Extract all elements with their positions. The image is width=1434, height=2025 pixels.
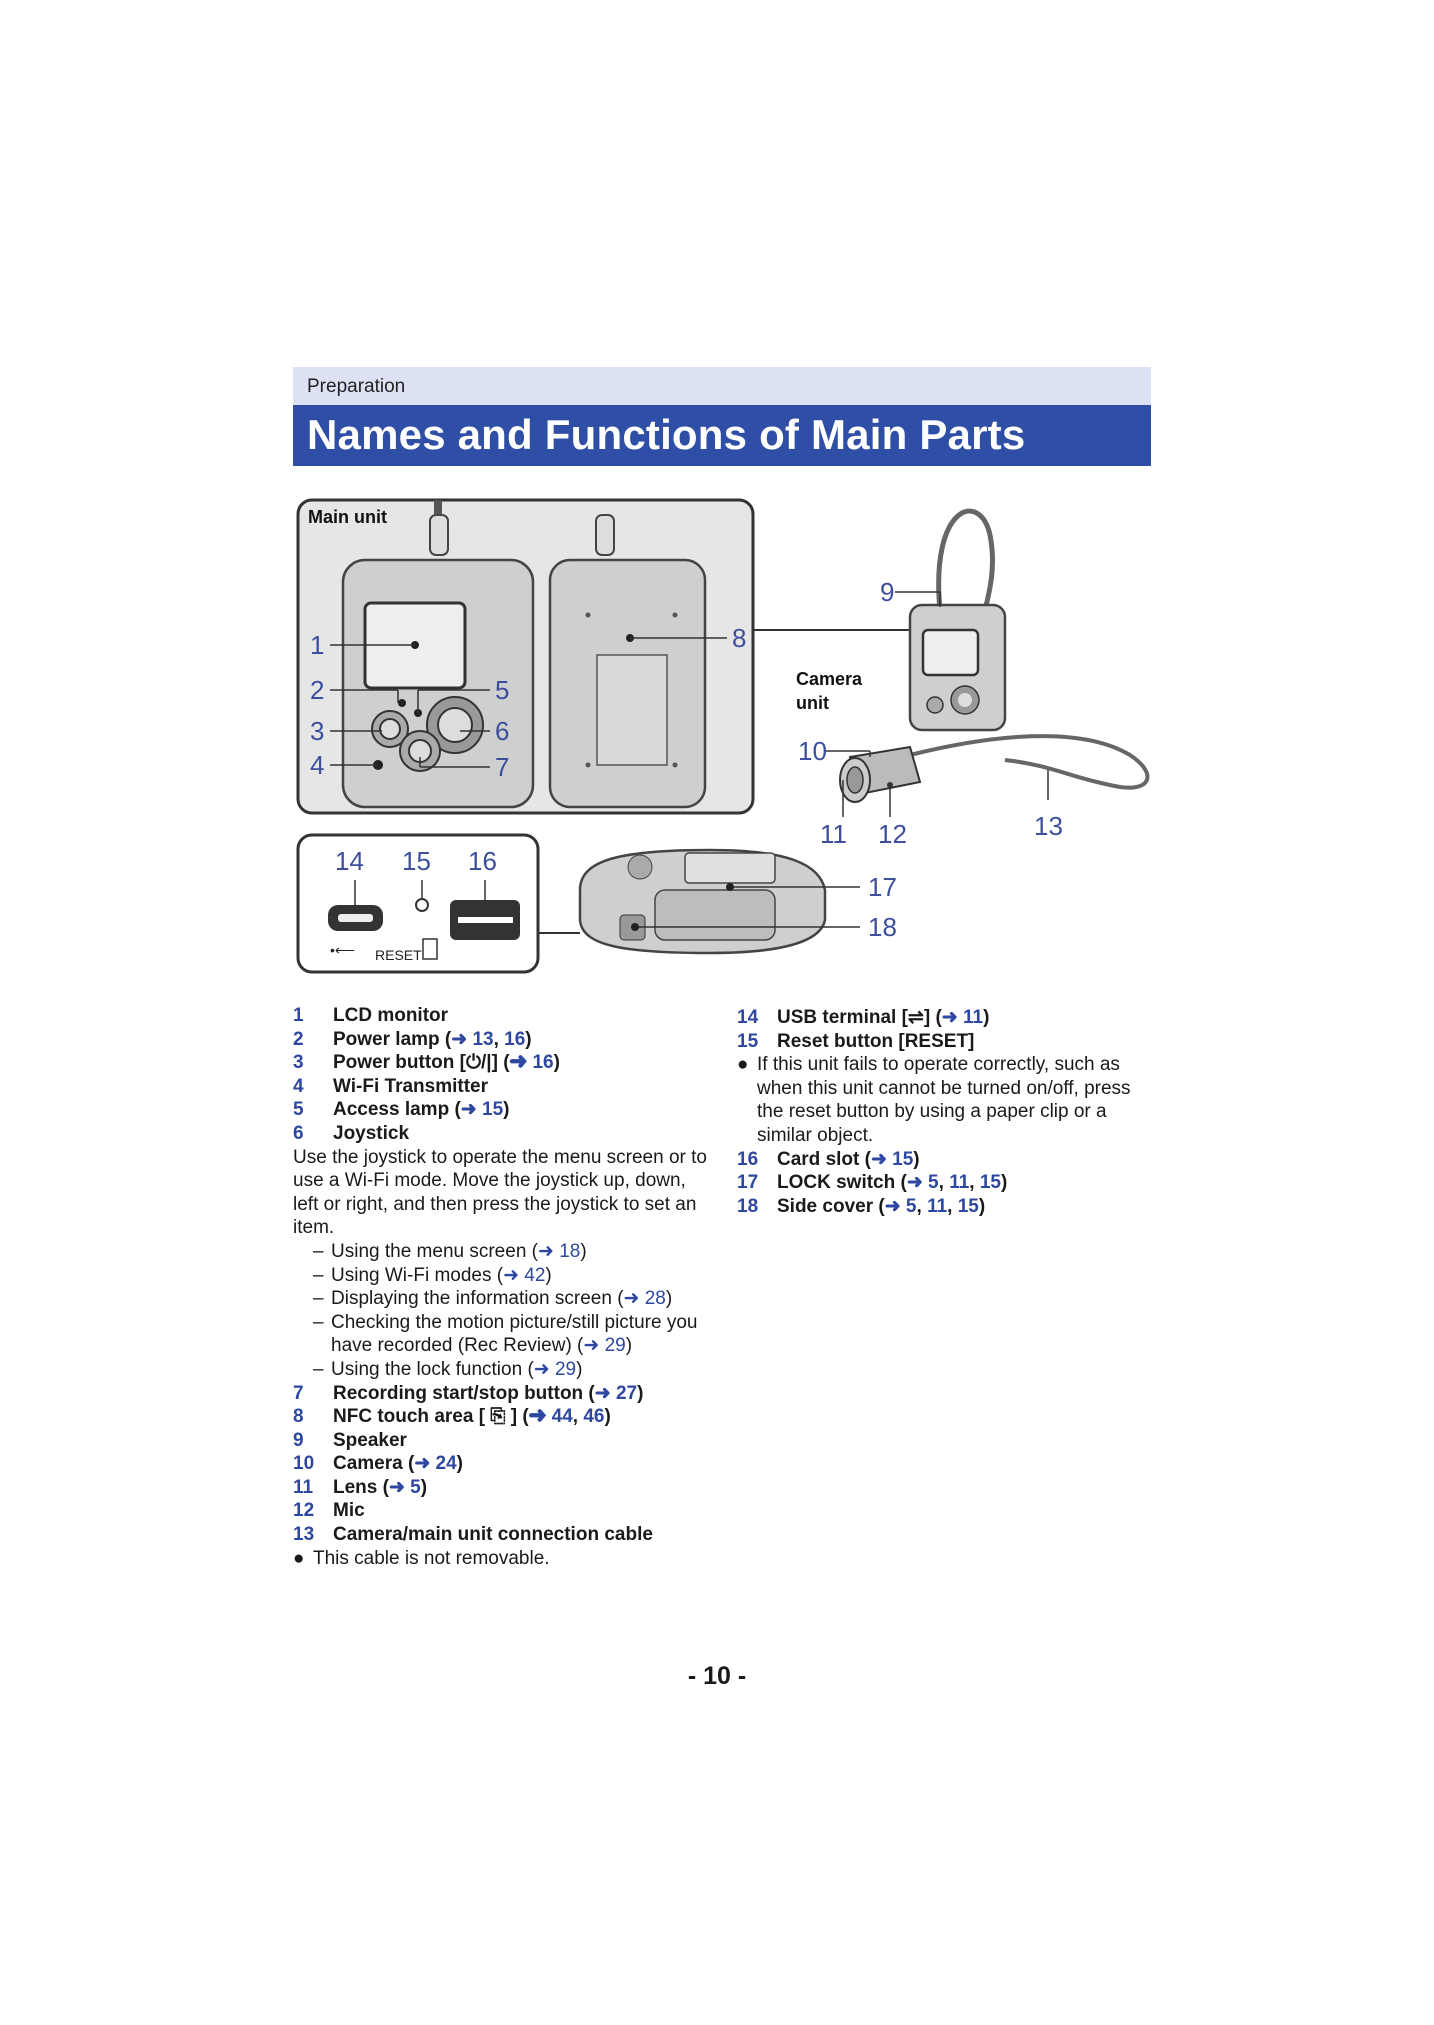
page-reference: 44 bbox=[551, 1406, 573, 1428]
callout-18: 18 bbox=[868, 912, 897, 942]
dash-label: Checking the motion picture/still picture you have recorded (Rec Review) ( bbox=[331, 1311, 698, 1357]
item-number: 5 bbox=[293, 1099, 304, 1121]
page-reference: 5 bbox=[410, 1476, 421, 1498]
item-number: 13 bbox=[293, 1524, 315, 1546]
callout-13: 13 bbox=[1034, 811, 1063, 841]
arrow-icon: ➜ bbox=[388, 1476, 411, 1498]
item-label-text: Lens ( bbox=[333, 1476, 389, 1498]
arrow-icon: ➜ bbox=[941, 1007, 963, 1028]
item-number: 11 bbox=[293, 1476, 314, 1498]
page-reference: 5 bbox=[928, 1172, 939, 1194]
callout-6: 6 bbox=[495, 716, 510, 746]
item-label-text: LOCK switch ( bbox=[777, 1172, 907, 1194]
dash-marker: – bbox=[313, 1240, 324, 1262]
item-label-text: Camera/main unit connection cable bbox=[333, 1524, 653, 1546]
page-reference: 16 bbox=[504, 1028, 526, 1050]
cable-note: ● This cable is not removable. bbox=[293, 1547, 550, 1569]
list-item bbox=[737, 1006, 1152, 1030]
dash-text bbox=[331, 1358, 582, 1382]
right-item-list-2 bbox=[737, 1148, 1152, 1219]
section-label: Preparation bbox=[307, 376, 406, 397]
list-item bbox=[293, 1358, 713, 1382]
page-reference: 27 bbox=[615, 1382, 638, 1404]
item-label bbox=[333, 1122, 409, 1146]
list-item bbox=[293, 1452, 713, 1476]
item-label-text: Access lamp ( bbox=[333, 1099, 461, 1121]
item-label bbox=[333, 1098, 509, 1122]
page-reference: 16 bbox=[532, 1052, 554, 1074]
right-item-list bbox=[737, 1006, 1152, 1053]
usb-symbol: •⟵ bbox=[330, 942, 355, 958]
item-label bbox=[333, 1452, 463, 1476]
item-label bbox=[777, 1148, 920, 1172]
list-item bbox=[293, 1264, 713, 1288]
callout-7: 7 bbox=[495, 752, 510, 782]
arrow-icon: ➜ bbox=[414, 1453, 436, 1475]
list-item bbox=[737, 1148, 1152, 1172]
item-close: ) bbox=[525, 1028, 532, 1050]
item-label: Power lamp (➜ 13, 16) bbox=[333, 1028, 532, 1050]
item-number: 3 bbox=[293, 1052, 304, 1074]
left-item-list-2 bbox=[293, 1382, 713, 1547]
item-label-text: Side cover ( bbox=[777, 1195, 885, 1217]
callout-9: 9 bbox=[880, 577, 895, 607]
reset-label: RESET bbox=[375, 947, 422, 963]
page-reference: 13 bbox=[472, 1028, 494, 1050]
list-item bbox=[737, 1195, 1152, 1219]
list-item bbox=[293, 1382, 713, 1406]
arrow-icon: ➜ bbox=[906, 1172, 929, 1194]
callout-5: 5 bbox=[495, 675, 510, 705]
item-label-text: Card slot ( bbox=[777, 1148, 871, 1170]
item-label-text: Mic bbox=[333, 1500, 365, 1522]
page-reference: 15 bbox=[979, 1172, 1001, 1194]
callout-16: 16 bbox=[468, 846, 497, 876]
dash-label: Using Wi-Fi modes ( bbox=[331, 1264, 504, 1286]
dash-marker: – bbox=[313, 1264, 324, 1286]
joystick-description: Use the joystick to operate the menu screen or to use a Wi-Fi mode. Move the joystick up, down, left or right, and then press the joystick to set an item. bbox=[293, 1146, 707, 1239]
item-label bbox=[333, 1476, 427, 1500]
item-close: ) bbox=[637, 1382, 644, 1404]
item-label bbox=[333, 1051, 560, 1075]
page-number: - 10 - bbox=[687, 1662, 747, 1690]
left-column bbox=[293, 1004, 713, 1570]
arrow-icon: ➜ bbox=[509, 1052, 533, 1074]
item-label-text: NFC touch area [ ⎘ ] ( bbox=[333, 1406, 529, 1428]
callout-1: 1 bbox=[310, 630, 325, 660]
arrow-icon: ➜ bbox=[870, 1148, 893, 1170]
item-number: 14 bbox=[737, 1007, 759, 1028]
camera-unit-label-1: Camera bbox=[796, 669, 863, 689]
callout-2: 2 bbox=[310, 675, 325, 705]
dash-close: ) bbox=[576, 1358, 583, 1380]
item-label bbox=[333, 1075, 488, 1099]
page-reference: 11 bbox=[962, 1007, 984, 1028]
item-label: NFC touch area [ ⎘ ] (➜ 44, 46) bbox=[333, 1406, 611, 1428]
joystick-usage-list bbox=[293, 1240, 713, 1382]
item-label bbox=[777, 1006, 989, 1030]
item-number: 4 bbox=[293, 1075, 304, 1097]
list-item bbox=[293, 1051, 713, 1075]
item-close: ) bbox=[420, 1476, 428, 1498]
dash-close: ) bbox=[580, 1240, 587, 1262]
page-reference: 15 bbox=[892, 1148, 914, 1170]
callout-14: 14 bbox=[335, 846, 364, 876]
arrow-icon: ➜ bbox=[460, 1099, 482, 1121]
dash-text bbox=[331, 1311, 713, 1358]
list-item bbox=[293, 1311, 713, 1358]
dash-close: ) bbox=[665, 1288, 673, 1310]
page-reference: 5 bbox=[905, 1195, 917, 1217]
item-number: 9 bbox=[293, 1429, 304, 1451]
item-label bbox=[333, 1429, 407, 1453]
list-item bbox=[293, 1028, 713, 1052]
item-number: 16 bbox=[737, 1148, 759, 1170]
callout-3: 3 bbox=[310, 716, 325, 746]
list-item bbox=[293, 1240, 713, 1264]
item-close: ) bbox=[456, 1453, 463, 1475]
camera-unit-label-2: unit bbox=[796, 693, 829, 713]
dash-text bbox=[331, 1264, 552, 1288]
list-item bbox=[293, 1122, 713, 1146]
page-reference: 11 bbox=[927, 1195, 948, 1217]
arrow-icon: ➜ bbox=[884, 1195, 906, 1217]
item-number: 2 bbox=[293, 1028, 304, 1050]
left-item-list bbox=[293, 1004, 713, 1146]
item-label bbox=[333, 1382, 643, 1406]
dash-label: Using the lock function ( bbox=[331, 1358, 534, 1380]
list-item bbox=[293, 1075, 713, 1099]
list-item bbox=[293, 1499, 713, 1523]
item-close: ) bbox=[913, 1148, 920, 1170]
item-close: ) bbox=[503, 1099, 510, 1121]
item-label-text: Speaker bbox=[333, 1429, 407, 1451]
item-label-text: USB terminal [⇌] ( bbox=[777, 1007, 942, 1028]
dash-text bbox=[331, 1240, 587, 1264]
callout-4: 4 bbox=[310, 750, 325, 780]
list-item bbox=[293, 1405, 713, 1429]
page-reference: 15 bbox=[957, 1195, 979, 1217]
arrow-icon: ➜ bbox=[451, 1028, 473, 1050]
item-label bbox=[333, 1523, 653, 1547]
callout-15: 15 bbox=[402, 846, 431, 876]
item-label-text: Recording start/stop button ( bbox=[333, 1382, 595, 1404]
item-number: 15 bbox=[737, 1030, 759, 1052]
list-item bbox=[737, 1030, 1152, 1054]
item-close: ) bbox=[553, 1052, 560, 1074]
callout-12: 12 bbox=[878, 819, 907, 849]
parts-diagram bbox=[290, 495, 1170, 980]
page-reference: 24 bbox=[435, 1453, 457, 1475]
callout-10: 10 bbox=[798, 736, 827, 766]
list-item bbox=[293, 1098, 713, 1122]
reset-note: ● If this unit fails to operate correctly, such as when this unit cannot be turned on/off, press the reset button by using a paper clip or a similar object. bbox=[737, 1054, 1131, 1146]
page-reference: 46 bbox=[583, 1406, 605, 1428]
page-reference: ➜ 29 bbox=[583, 1335, 626, 1357]
page-title: Names and Functions of Main Parts bbox=[307, 411, 1026, 458]
page-reference: 11 bbox=[949, 1172, 970, 1194]
item-label-text: LCD monitor bbox=[333, 1005, 449, 1026]
item-label-text: Reset button [RESET] bbox=[777, 1030, 975, 1052]
item-label bbox=[333, 1004, 448, 1028]
dash-label: Using the menu screen ( bbox=[331, 1240, 538, 1262]
item-number: 1 bbox=[293, 1005, 304, 1026]
item-label-text: Camera ( bbox=[333, 1453, 415, 1475]
dash-marker: – bbox=[313, 1311, 324, 1333]
main-unit-label: Main unit bbox=[308, 507, 387, 527]
callout-11: 11 bbox=[820, 819, 847, 849]
list-item bbox=[737, 1171, 1152, 1195]
page-reference: 15 bbox=[482, 1099, 504, 1121]
item-number: 6 bbox=[293, 1122, 304, 1144]
item-close: ) bbox=[978, 1195, 986, 1217]
item-label bbox=[777, 1030, 974, 1054]
dash-marker: – bbox=[313, 1288, 324, 1310]
item-label-text: Wi-Fi Transmitter bbox=[333, 1075, 489, 1097]
item-label: LOCK switch (➜ 5, 11, 15) bbox=[777, 1172, 1008, 1194]
list-item bbox=[293, 1476, 713, 1500]
page-reference: ➜ 29 bbox=[533, 1358, 577, 1380]
dash-marker: – bbox=[313, 1358, 324, 1380]
page-reference: ➜ 18 bbox=[538, 1240, 581, 1262]
item-label-text: Joystick bbox=[333, 1122, 410, 1144]
item-label: Side cover (➜ 5, 11, 15) bbox=[777, 1195, 986, 1217]
dash-text bbox=[331, 1287, 672, 1311]
item-number: 17 bbox=[737, 1172, 759, 1194]
dash-close: ) bbox=[545, 1264, 552, 1286]
page-reference: ➜ 42 bbox=[503, 1264, 546, 1286]
item-number: 12 bbox=[293, 1500, 315, 1522]
list-item bbox=[293, 1429, 713, 1453]
item-label-text: Power lamp ( bbox=[333, 1028, 452, 1050]
item-close: ) bbox=[983, 1007, 990, 1028]
item-label-text: Power button [⏻/|] ( bbox=[333, 1052, 510, 1074]
callout-8: 8 bbox=[732, 623, 747, 653]
dash-label: Displaying the information screen ( bbox=[331, 1288, 624, 1310]
callout-17: 17 bbox=[868, 872, 897, 902]
section-bar bbox=[293, 367, 1151, 405]
item-number: 8 bbox=[293, 1406, 304, 1428]
right-column bbox=[737, 1006, 1152, 1218]
item-close: ) bbox=[1000, 1172, 1008, 1194]
item-label bbox=[333, 1499, 365, 1523]
item-number: 7 bbox=[293, 1382, 304, 1404]
arrow-icon: ➜ bbox=[528, 1406, 552, 1428]
dash-close: ) bbox=[625, 1335, 633, 1357]
item-close: ) bbox=[604, 1406, 611, 1428]
title-bar bbox=[293, 405, 1151, 466]
arrow-icon: ➜ bbox=[594, 1382, 616, 1404]
item-number: 18 bbox=[737, 1195, 759, 1217]
list-item bbox=[293, 1004, 713, 1028]
item-number: 10 bbox=[293, 1453, 315, 1475]
list-item bbox=[293, 1287, 713, 1311]
list-item bbox=[293, 1523, 713, 1547]
page-reference: ➜ 28 bbox=[623, 1288, 666, 1310]
